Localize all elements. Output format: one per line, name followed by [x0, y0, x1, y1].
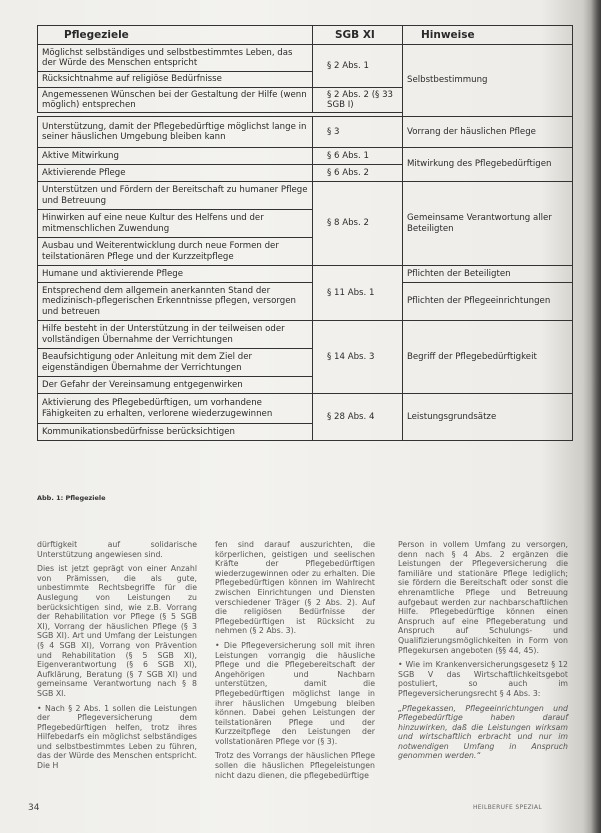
goal-cell: Unterstützung, damit der Pflegebedürftige möglichst lange in seiner häuslichen Umgebung bleiben kann	[38, 117, 313, 148]
hint-cell: Leistungsgrundsätze	[403, 394, 573, 441]
footer-text: HEILBERUFE SPEZIAL	[473, 804, 542, 811]
goal-cell: Möglichst selbständiges und selbstbestimmtes Leben, das der Würde des Menschen entspricht	[38, 45, 313, 72]
sgb-cell: § 14 Abs. 3	[313, 321, 403, 394]
paragraph: Person in vollem Umfang zu versorgen, denn nach § 4 Abs. 2 ergänzen die Leistungen der Pflegeversicherung die familiäre und stationäre Pflege lediglich; sie fördern die Bereitschaft oder sonst die ehrenamtliche Pflege und Betreuung aufgebaut werden zur nachbarschaftlichen Hilfe. Pflegebedürftige können einen Anspruch auf eine Pflegeberatung und Anspruch auf Schulungs- und Qualifizierungsmöglichkeiten in Form von Pflegekursen angeboten (§§ 44, 45).	[398, 540, 568, 655]
header-sgb-xi: SGB XI	[313, 26, 403, 45]
goal-cell: Der Gefahr der Vereinsamung entgegenwirken	[38, 377, 313, 394]
goal-cell: Hilfe besteht in der Unterstützung in der teilweisen oder vollständigen Übernahme der Verrichtungen	[38, 321, 313, 349]
goal-cell: Kommunikationsbedürfnisse berücksichtigen	[38, 424, 313, 441]
hint-cell: Vorrang der häuslichen Pflege	[403, 117, 573, 148]
text-column-3	[398, 540, 568, 766]
table-row	[38, 266, 573, 283]
paragraph: • Nach § 2 Abs. 1 sollen die Leistungen der Pflegeversicherung dem Pflegebedürftigen helfen, trotz ihres Hilfebedarfs ein möglichst selbständiges und selbstbestimmtes Leben zu führen, das der Würde des Menschen entspricht. Die H	[37, 703, 197, 771]
paragraph: fen sind darauf auszurichten, die körperlichen, geistigen und seelischen Kräfte der Pflegebedürftigen wiederzugewinnen oder zu erhalten. Die Pflegebedürftigen können im Wahlrecht zwischen Einrichtungen und Diensten verschiedener Träger (§ 2 Abs. 2). Auf die religiösen Bedürfnisse der Pflegebedürftigen ist Rücksicht zu nehmen (§ 2 Abs. 3).	[215, 540, 375, 636]
table-row	[38, 394, 573, 424]
goal-cell: Ausbau und Weiterentwicklung durch neue Formen der teilstationären Pflege und der Kurzzeitpflege	[38, 238, 313, 266]
goal-cell: Beaufsichtigung oder Anleitung mit dem Ziel der eigenständigen Übernahme der Verrichtungen	[38, 349, 313, 377]
sgb-cell: § 28 Abs. 4	[313, 394, 403, 441]
hint-cell: Gemeinsame Verantwortung aller Beteiligten	[403, 182, 573, 266]
goal-cell: Aktivierende Pflege	[38, 165, 313, 182]
table-row	[38, 148, 573, 165]
header-pflegeziele: Pflegeziele	[38, 26, 313, 45]
sgb-cell: § 11 Abs. 1	[313, 266, 403, 321]
table-row	[38, 321, 573, 349]
goal-cell: Rücksichtnahme auf religiöse Bedürfnisse	[38, 72, 313, 88]
paragraph: • Die Pflegeversicherung soll mit ihren Leistungen vorrangig die häusliche Pflege und die Pflegebereitschaft der Angehörigen und Nachbarn unterstützen, damit die Pflegebedürftigen möglichst lange in ihrer häuslichen Umgebung bleiben können. Dabei gehen Leistungen der teilstationären Pflege und der Kurzzeitpflege den Leistungen der vollstationären Pflege vor (§ 3).	[215, 640, 375, 746]
hint-cell: Begriff der Pflegebedürftigkeit	[403, 321, 573, 394]
sgb-cell: § 8 Abs. 2	[313, 182, 403, 266]
sgb-cell: § 2 Abs. 2 (§ 33 SGB I)	[313, 88, 403, 113]
hint-cell: Mitwirkung des Pflegebedürftigen	[403, 148, 573, 182]
quote-paragraph: „Pflegekassen, Pflegeeinrichtungen und Pflegebedürftige haben darauf hinzuwirken, daß die Leistungen wirksam und wirtschaftlich erbracht und nur im notwendigen Umfang in Anspruch genommen werden.“	[398, 703, 568, 761]
paragraph: • Wie im Krankenversicherungsgesetz § 12 SGB V das Wirtschaftlichkeitsgebot postuliert, so auch im Pflegeversicherungsrecht § 4 Abs. 3:	[398, 660, 568, 698]
goal-cell: Aktive Mitwirkung	[38, 148, 313, 165]
goal-cell: Aktivierung des Pflegebedürftigen, um vorhandene Fähigkeiten zu erhalten, verlorene wiederzugewinnen	[38, 394, 313, 424]
sgb-cell: § 6 Abs. 1	[313, 148, 403, 165]
page-edge-shadow	[591, 0, 601, 833]
pflegeziele-table	[37, 25, 573, 441]
goal-cell: Angemessenen Wünschen bei der Gestaltung der Hilfe (wenn möglich) entsprechen	[38, 88, 313, 113]
page-number: 34	[28, 803, 40, 813]
table-row	[38, 283, 573, 321]
table-header-row	[38, 26, 573, 45]
goal-cell: Hinwirken auf eine neue Kultur des Helfens und der mitmenschlichen Zuwendung	[38, 210, 313, 238]
sgb-cell: § 3	[313, 117, 403, 148]
paragraph: Trotz des Vorrangs der häuslichen Pflege sollen die häuslichen Pflegeleistungen nicht dazu dienen, die pflegebedürftige	[215, 751, 375, 780]
goal-cell: Entsprechend dem allgemein anerkannten Stand der medizinisch-pflegerischen Erkenntnisse pflegen, versorgen und betreuen	[38, 283, 313, 321]
table-row	[38, 117, 573, 148]
goal-cell: Unterstützen und Fördern der Bereitschaft zu humaner Pflege und Betreuung	[38, 182, 313, 210]
hint-cell: Pflichten der Pflegeeinrichtungen	[403, 283, 573, 321]
sgb-cell: § 2 Abs. 1	[313, 45, 403, 88]
text-column-2	[215, 540, 375, 785]
table-row	[38, 182, 573, 210]
sgb-cell: § 6 Abs. 2	[313, 165, 403, 182]
goal-cell: Humane und aktivierende Pflege	[38, 266, 313, 283]
header-hinweise: Hinweise	[403, 26, 573, 45]
paragraph: dürftigkeit auf solidarische Unterstützung angewiesen sind.	[37, 540, 197, 559]
paragraph: Dies ist jetzt geprägt von einer Anzahl von Prämissen, die als gute, unbestimmte Rechtsbegriffe für die Auslegung von Leistungen zu berücksichtigen sind, wie z.B. Vorrang der Rehabilitation vor Pflege (§ 5 SGB XI), Vorrang der häuslichen Pflege (§ 3 SGB XI). Art und Umfang der Leistungen (§ 4 SGB XI), Vorrang von Prävention und Rehabilitation (§ 5 SGB XI), Eigenverantwortung (§ 6 SGB XI), Aufklärung, Beratung (§ 7 SGB XI) und gemeinsame Verantwortung nach § 8 SGB XI.	[37, 564, 197, 698]
hint-cell: Pflichten der Beteiligten	[403, 266, 573, 283]
table-row	[38, 45, 573, 72]
text-column-1	[37, 540, 197, 776]
figure-caption: Abb. 1: Pflegeziele	[37, 494, 106, 502]
hint-cell: Selbstbestimmung	[403, 45, 573, 117]
